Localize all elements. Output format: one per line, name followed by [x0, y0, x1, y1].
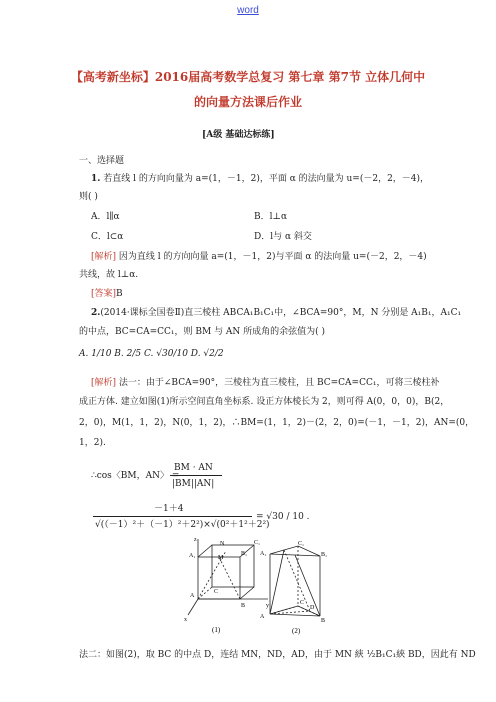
fig1-caption: (1): [212, 626, 221, 634]
fig2-label-a: A: [260, 614, 265, 620]
fig2-label-c: C: [300, 600, 305, 606]
q1-option-b: B．l⊥α: [254, 212, 288, 222]
q1-answer: [91, 288, 123, 300]
q2-number: 2.: [91, 308, 101, 318]
q1-number: 1.: [91, 174, 101, 184]
fig1-label-z: z: [194, 537, 197, 543]
doc-title-line1: 【高考新坐标】2016届高考数学总复习 第七章 第7节 立体几何中: [70, 70, 426, 84]
q2-analysis-line3: 2，0)，M(1，1，2)，N(0，1，2)，∴BM=(1，1，2)－(2，2，0)=(－1，－1，2)，AN=(0，: [79, 418, 475, 428]
q2-analysis-line2: 成正方体. 建立如图(1)所示空间直角坐标系. 设正方体棱长为 2，则可得 A(0，0，0)，B(2，: [79, 397, 450, 407]
cos-fraction-bar: [170, 475, 222, 476]
fig1-label-a: A: [190, 593, 195, 599]
eq2-result: = √30 / 10 .: [256, 512, 310, 522]
q2-options: A. 1/10 B. 2/5 C. √30/10 D. √2/2: [79, 349, 224, 359]
q2-analysis-text: 法一：由于∠BCA=90°，三棱柱为直三棱柱，且 BC=CA=CC₁，可将三棱柱补: [116, 378, 440, 388]
q1-line2: 则( ): [79, 192, 98, 202]
q2-analysis-tag: [解析]: [91, 378, 117, 388]
eq2-numerator: －1＋4: [154, 504, 184, 514]
q1-answer-tag: [答案]: [91, 289, 117, 299]
q1-analysis-text: 因为直线 l 的方向向量 a=(1，－1，2)与平面 α 的法向量 u=(－2，2，－4): [116, 252, 427, 262]
fig1-label-a1: A₁: [189, 553, 196, 559]
fig1-label-c1: C₁: [254, 540, 261, 546]
q2-text: (2014·课标全国卷Ⅱ)直三棱柱 ABCA₁B₁C₁中，∠BCA=90°，M，N 分别是 A₁B₁，A₁C₁: [100, 308, 462, 318]
fig2-caption: (2): [292, 627, 301, 635]
fig2-label-b: B: [321, 618, 326, 624]
eq2-fraction-bar: [93, 516, 252, 517]
cos-lhs: ∴cos〈BM，AN〉 =: [91, 471, 180, 481]
q1-option-c: C．l⊂α: [91, 232, 124, 242]
fig1-label-c: C: [214, 589, 219, 595]
q1-line1: [91, 173, 429, 185]
q1-analysis-tag: [解析]: [91, 252, 117, 262]
fig1-label-b: B: [241, 603, 246, 609]
fig1-label-x: x: [184, 617, 187, 623]
q1-option-a: A．l∥α: [91, 212, 120, 222]
eq2-denominator: √(（－1）²＋（－1）²＋2²)×√(0²＋1²＋2²): [95, 520, 270, 530]
cos-denominator: |BM||AN|: [172, 479, 215, 489]
fig1-label-y: y: [266, 603, 269, 609]
q1-text: 若直线 l 的方向向量为 a=(1，－1，2)，平面 α 的法向量为 u=(－2，2，－4)，: [100, 174, 430, 184]
fig2-label-a1: A₁: [260, 551, 267, 557]
q1-analysis-line2: 共线，故 l⊥α.: [79, 270, 139, 280]
q2-line2: 的中点，BC=CA=CC₁，则 BM 与 AN 所成角的余弦值为( ): [79, 327, 326, 337]
q1-analysis-line1: [91, 251, 427, 263]
level-heading: [A级 基础达标练]: [202, 130, 275, 140]
q2-line1: [91, 307, 461, 319]
figure-2-prism: [258, 540, 338, 636]
cos-numerator: BM · AN: [174, 463, 213, 473]
header-word-link[interactable]: word: [237, 5, 259, 16]
fig2-label-c1: C₁: [298, 541, 305, 547]
q2-analysis-line1: [91, 377, 439, 389]
q2-analysis-line4: 1，2).: [79, 438, 106, 448]
q2-method2: 法二：如图(2)，取 BC 的中点 D，连结 MN，ND，AD，由于 MN 綊 ½B₁C₁綊 BD，因此有 ND: [79, 650, 476, 660]
fig1-label-n: N: [220, 541, 225, 547]
fig2-label-b1: B₁: [321, 552, 328, 558]
fig1-label-b1: B₁: [241, 551, 248, 557]
doc-title-line2: 的向量方法课后作业: [193, 95, 302, 109]
fig2-label-d: D: [310, 605, 315, 611]
q1-option-d: D．l与 α 斜交: [254, 232, 312, 242]
fig1-label-m: M: [218, 555, 224, 561]
q1-answer-value: B: [116, 289, 123, 299]
section-heading: 一、选择题: [79, 156, 125, 166]
